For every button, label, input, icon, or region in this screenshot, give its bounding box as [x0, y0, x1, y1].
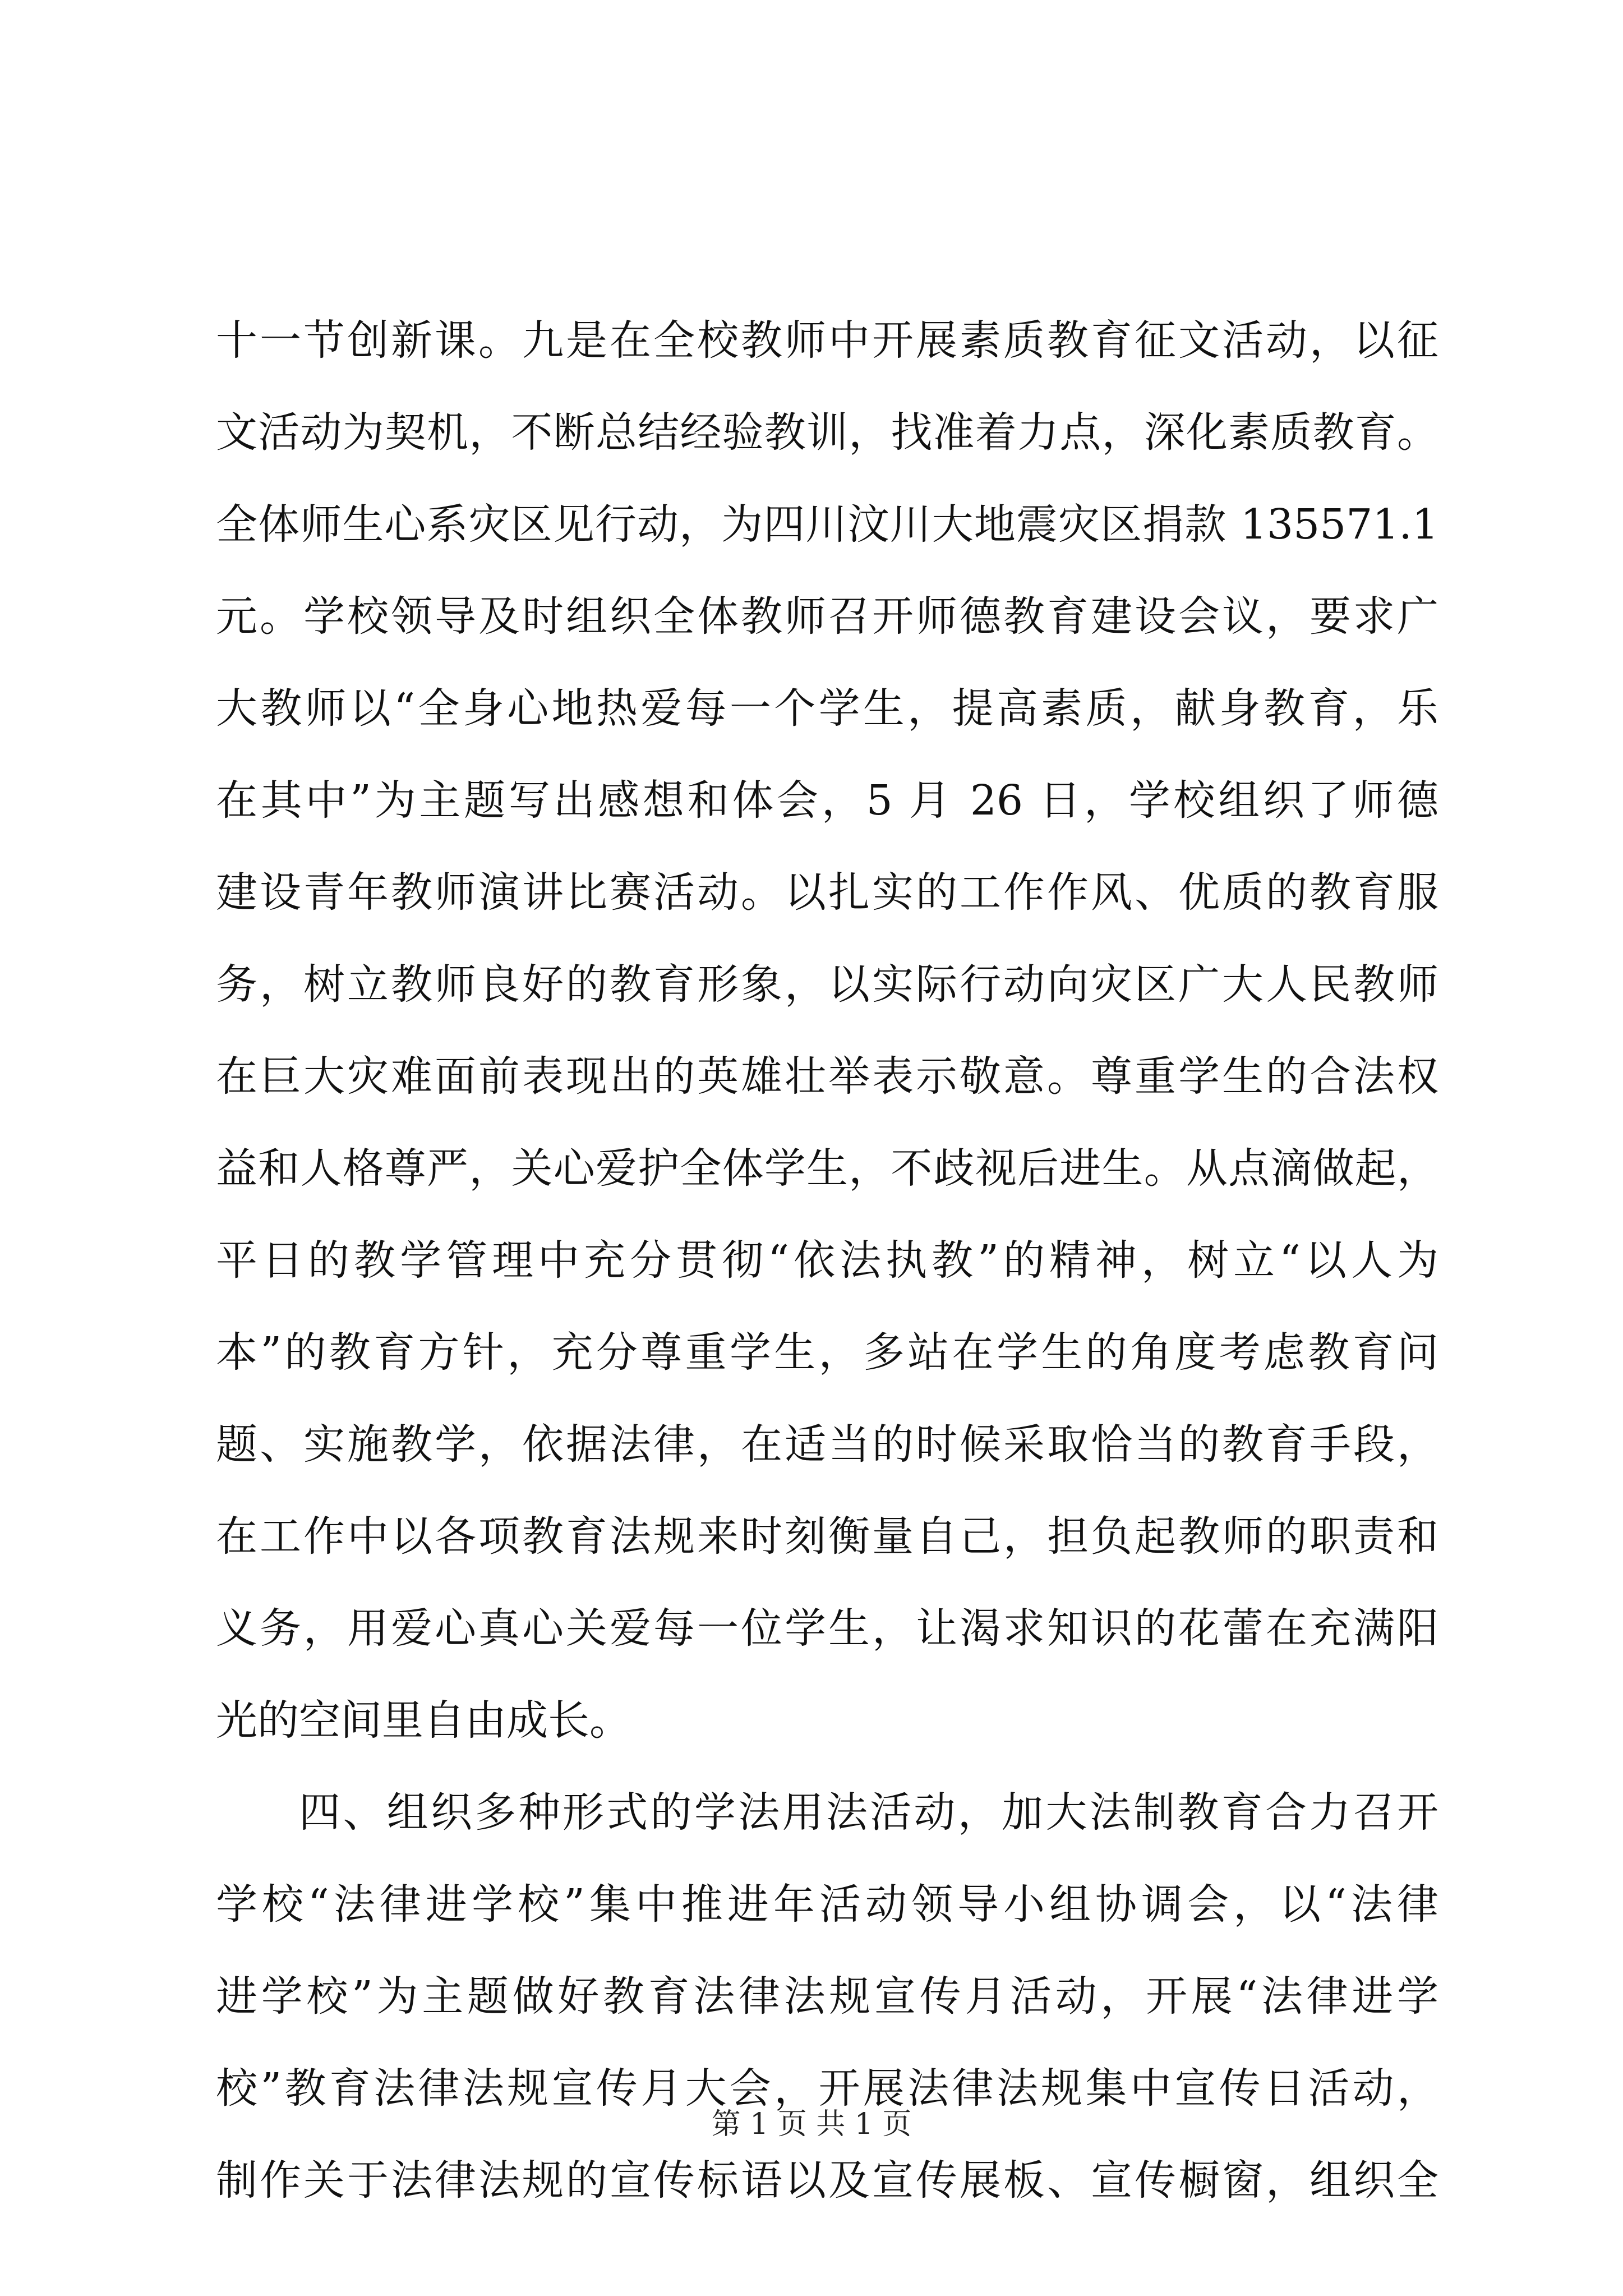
text-line: 平日的教学管理中充分贯彻“依法执教”的精神，树立“以人为: [216, 1236, 1438, 1285]
text-line: 题、实施教学，依据法律，在适当的时候采取恰当的教育手段，: [216, 1420, 1438, 1469]
text-line: 在其中”为主题写出感想和体会，5 月 26 日，学校组织了师德: [216, 776, 1438, 825]
paragraph-2: [216, 1766, 1438, 2226]
text-line: 进学校”为主题做好教育法律法规宣传月活动，开展“法律进学: [216, 1972, 1438, 2021]
text-line: 四、组织多种形式的学法用法活动，加大法制教育合力召开: [299, 1788, 1438, 1837]
text-line: 十一节创新课。九是在全校教师中开展素质教育征文活动，以征: [216, 316, 1438, 365]
text-line: 全体师生心系灾区见行动，为四川汶川大地震灾区捐款 135571.1: [216, 500, 1438, 549]
text-line: 益和人格尊严，关心爱护全体学生，不歧视后进生。从点滴做起，: [216, 1144, 1438, 1193]
page-number-footer: 第 1 页 共 1 页: [711, 2108, 912, 2141]
text-line: 校”教育法律法规宣传月大会，开展法律法规集中宣传日活动，: [216, 2064, 1438, 2113]
text-line: 制作关于法律法规的宣传标语以及宣传展板、宣传橱窗，组织全: [216, 2156, 1438, 2205]
paragraph-1: [216, 295, 1438, 1766]
text-line: 建设青年教师演讲比赛活动。以扎实的工作作风、优质的教育服: [216, 868, 1438, 917]
text-line: 大教师以“全身心地热爱每一个学生，提高素质，献身教育，乐: [216, 684, 1438, 733]
body-text: [216, 295, 1438, 2226]
text-line: 在工作中以各项教育法规来时刻衡量自己，担负起教师的职责和: [216, 1512, 1438, 1561]
text-line: 务，树立教师良好的教育形象，以实际行动向灾区广大人民教师: [216, 960, 1438, 1009]
text-line: 本”的教育方针，充分尊重学生，多站在学生的角度考虑教育问: [216, 1328, 1438, 1377]
text-line: 义务，用爱心真心关爱每一位学生，让渴求知识的花蕾在充满阳: [216, 1604, 1438, 1653]
text-line: 文活动为契机，不断总结经验教训，找准着力点，深化素质教育。: [216, 408, 1438, 457]
text-line: 光的空间里自由成长。: [216, 1696, 631, 1745]
text-line: 在巨大灾难面前表现出的英雄壮举表示敬意。尊重学生的合法权: [216, 1052, 1438, 1101]
text-line: 学校“法律进学校”集中推进年活动领导小组协调会，以“法律: [216, 1880, 1438, 1929]
text-line: 元。学校领导及时组织全体教师召开师德教育建设会议，要求广: [216, 592, 1438, 641]
